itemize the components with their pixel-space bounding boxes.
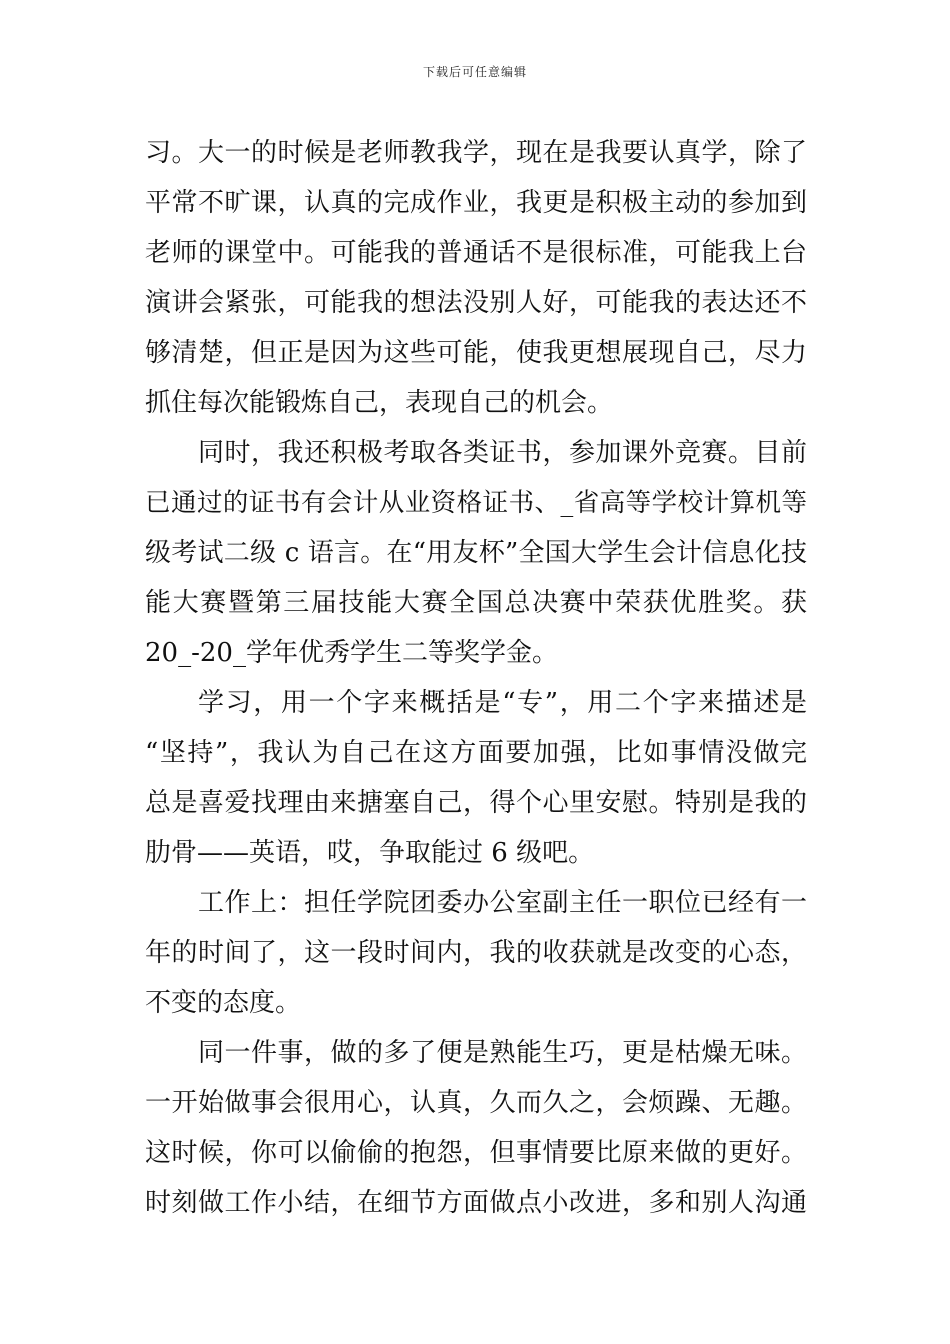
page-header: 下载后可任意编辑 — [422, 65, 527, 79]
text-line: 肋骨——英语，哎，争取能过 6 级吧。 — [145, 838, 595, 868]
text-line: 抓住每次能锻炼自己，表现自己的机会。 — [145, 388, 614, 418]
text-line: 习。大一的时候是老师教我学，现在是我要认真学，除了 — [145, 138, 807, 168]
text-line: 老师的课堂中。可能我的普通话不是很标准，可能我上台 — [145, 238, 807, 268]
text-line: “坚持”，我认为自己在这方面要加强，比如事情没做完 — [145, 738, 807, 768]
text-line: 能大赛暨第三届技能大赛全国总决赛中荣获优胜奖。获 — [145, 588, 807, 618]
text-line: 学习，用一个字来概括是“专”，用二个字来描述是 — [198, 688, 807, 718]
text-line: 平常不旷课，认真的完成作业，我更是积极主动的参加到 — [145, 188, 807, 218]
text-line: 同时，我还积极考取各类证书，参加课外竞赛。目前 — [198, 438, 807, 468]
text-line: 20_-20_学年优秀学生二等奖学金。 — [145, 638, 558, 668]
text-line: 同一件事，做的多了便是熟能生巧，更是枯燥无味。 — [198, 1038, 807, 1068]
text-line: 级考试二级 c 语言。在“用友杯”全国大学生会计信息化技 — [145, 538, 807, 568]
text-line: 不变的态度。 — [145, 988, 302, 1018]
text-line: 已通过的证书有会计从业资格证书、_省高等学校计算机等 — [145, 488, 807, 518]
text-line: 总是喜爱找理由来搪塞自己，得个心里安慰。特别是我的 — [145, 788, 807, 818]
text-line: 这时候，你可以偷偷的抱怨，但事情要比原来做的更好。 — [145, 1138, 807, 1168]
text-line: 时刻做工作小结，在细节方面做点小改进，多和别人沟通 — [145, 1188, 807, 1218]
text-line: 年的时间了，这一段时间内，我的收获就是改变的心态， — [145, 938, 807, 968]
text-line: 工作上：担任学院团委办公室副主任一职位已经有一 — [198, 888, 807, 918]
text-line: 演讲会紧张，可能我的想法没别人好，可能我的表达还不 — [145, 288, 807, 318]
document-body — [145, 128, 807, 1228]
text-line: 够清楚，但正是因为这些可能，使我更想展现自己，尽力 — [145, 338, 807, 368]
text-line: 一开始做事会很用心，认真，久而久之，会烦躁、无趣。 — [145, 1088, 807, 1118]
